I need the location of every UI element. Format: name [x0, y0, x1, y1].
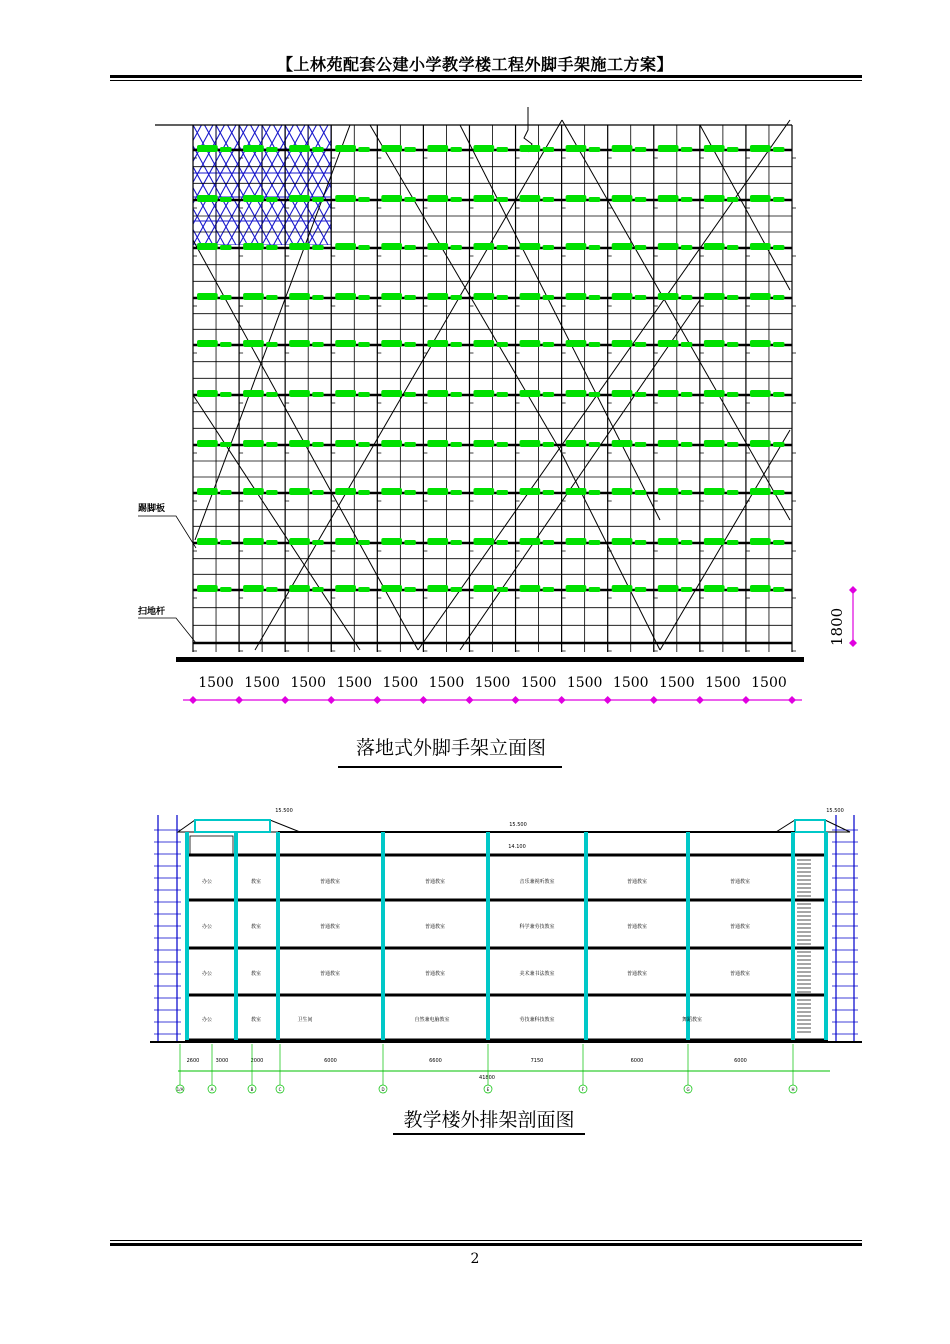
wall-column — [486, 832, 490, 1040]
room-label: 音乐兼视听教室 — [519, 879, 555, 885]
wall-column — [185, 832, 189, 1040]
elevation-mark: 15.500 — [826, 808, 844, 814]
bay-width-label: 1500 — [198, 675, 234, 691]
wall-column — [686, 832, 690, 1040]
room-label: 办公 — [201, 879, 213, 885]
room-label: 普通教室 — [319, 879, 341, 885]
elevation-mark: 15.500 — [275, 808, 293, 814]
room-label: 普通教室 — [319, 971, 341, 977]
room-label: 普通教室 — [729, 879, 751, 885]
room-label: 办公 — [201, 971, 213, 977]
room-label: 教室 — [250, 879, 262, 885]
page-number: 2 — [470, 1251, 480, 1267]
total-dim: 41800 — [479, 1075, 495, 1081]
figure1-caption: 落地式外脚手架立面图 — [355, 737, 546, 759]
room-label: 普通教室 — [424, 971, 446, 977]
axis-label: C — [278, 1087, 282, 1092]
section-dim: 2600 — [186, 1058, 200, 1064]
wall-column — [824, 832, 828, 1040]
bay-width-label: 1500 — [612, 675, 649, 691]
bay-width-label: 1500 — [751, 675, 787, 691]
bay-width-label: 1500 — [520, 675, 557, 691]
wall-column — [381, 832, 385, 1040]
room-label: 普通教室 — [319, 924, 341, 930]
height-dimension: 1800 — [828, 607, 846, 646]
room-label: 教室 — [250, 1017, 262, 1023]
room-label: 普通教室 — [626, 879, 648, 885]
elevation-mark: 14.100 — [508, 844, 526, 850]
label-toe-board: 踢脚板 — [138, 504, 166, 514]
elevation-mark: 15.500 — [509, 822, 527, 828]
axis-label: G — [686, 1087, 690, 1092]
room-label: 教室 — [250, 924, 262, 930]
room-label: 普通教室 — [424, 879, 446, 885]
bay-width-label: 1500 — [244, 675, 280, 691]
page-header: 【上林苑配套公建小学教学楼工程外脚手架施工方案】 — [276, 55, 673, 74]
axis-label: B — [250, 1087, 254, 1092]
room-label: 劳技兼科技教室 — [519, 1017, 555, 1023]
room-label: 教室 — [250, 971, 262, 977]
room-label: 办公 — [201, 924, 213, 930]
bay-width-label: 1500 — [336, 675, 373, 691]
wall-column — [276, 832, 280, 1040]
wall-column — [234, 832, 238, 1040]
section-dim: 6000 — [734, 1058, 747, 1064]
footer-rule-thick — [110, 1243, 862, 1246]
room-label: 普通教室 — [424, 924, 446, 930]
room-label: 自然兼电脑教室 — [414, 1017, 450, 1023]
room-label: 科学兼劳技教室 — [519, 924, 555, 930]
bay-width-label: 1500 — [566, 675, 603, 691]
section-dim: 6000 — [324, 1058, 337, 1064]
axis-label: A — [210, 1087, 214, 1092]
axis-label: E — [486, 1087, 490, 1092]
bay-width-label: 1500 — [658, 675, 695, 691]
room-label: 普通教室 — [729, 971, 751, 977]
room-label: 美术兼书法教室 — [519, 971, 555, 977]
axis-label: F — [581, 1087, 585, 1092]
figure2-caption-underline — [393, 1133, 585, 1135]
stair-enclosure — [190, 836, 233, 856]
axis-label: H — [791, 1087, 795, 1092]
section-dim: 7150 — [530, 1058, 544, 1064]
parapet-left — [195, 820, 270, 832]
axis-label: D — [381, 1087, 385, 1092]
room-label: 舞蹈教室 — [681, 1017, 703, 1023]
bay-width-label: 1500 — [428, 675, 465, 691]
room-label: 普通教室 — [729, 924, 751, 930]
bay-width-label: 1500 — [705, 675, 741, 691]
room-label: 卫生间 — [297, 1017, 313, 1023]
label-sweep-rod: 扫地杆 — [138, 607, 166, 617]
footer-rule-thin — [110, 1240, 862, 1241]
wall-column — [791, 832, 795, 1040]
roof-left — [178, 820, 300, 832]
figure2-caption: 教学楼外排架剖面图 — [403, 1109, 575, 1131]
parapet-right — [795, 820, 825, 832]
section-dim: 3000 — [215, 1058, 229, 1064]
room-label: 办公 — [201, 1017, 213, 1023]
room-label: 普通教室 — [626, 971, 648, 977]
bay-width-label: 1500 — [474, 675, 511, 691]
bay-width-label: 1500 — [290, 675, 327, 691]
wall-column — [584, 832, 588, 1040]
room-label: 普通教室 — [626, 924, 648, 930]
section-dim: 2000 — [250, 1058, 264, 1064]
section-dim: 6000 — [630, 1058, 644, 1064]
section-dim: 6600 — [429, 1058, 442, 1064]
bay-width-label: 1500 — [382, 675, 419, 691]
axis-label: 1/A — [176, 1087, 184, 1092]
